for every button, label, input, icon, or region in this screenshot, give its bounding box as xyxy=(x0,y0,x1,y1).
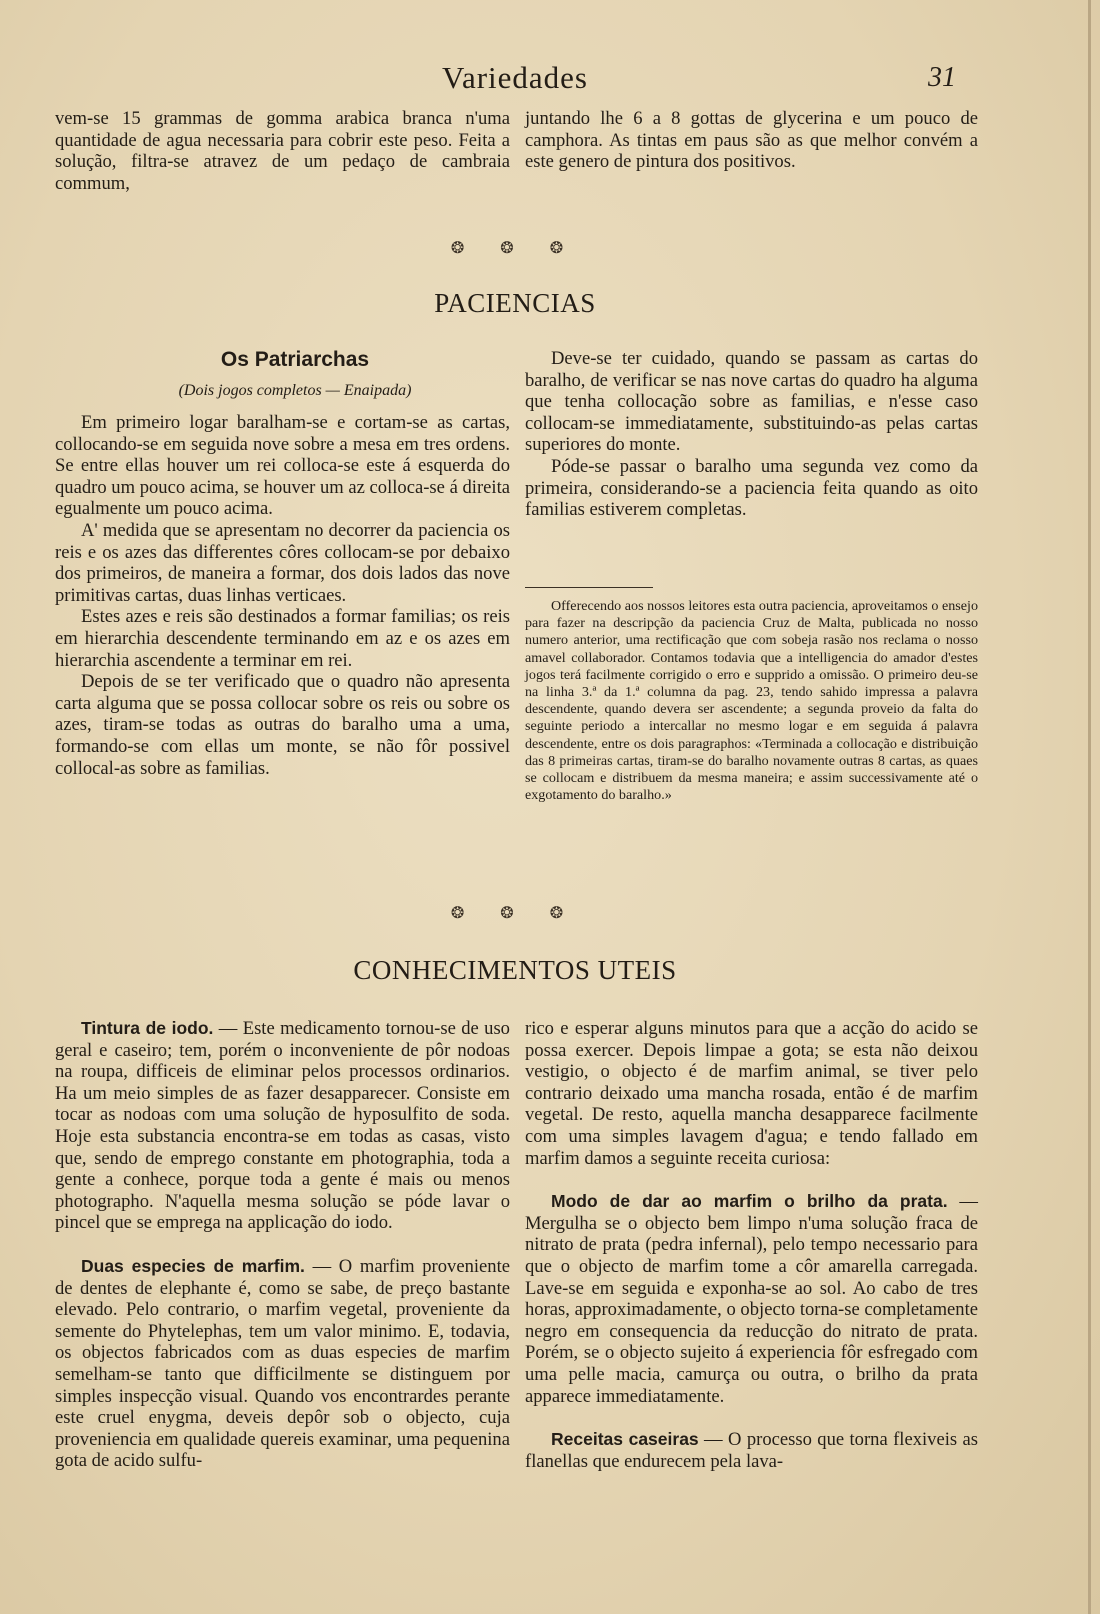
running-header-title: Variedades xyxy=(442,60,588,95)
conhecimentos-left-column xyxy=(55,1018,510,1472)
article-text: — Este medicamento tornou-se de uso geral e caseiro; tem, porém o inconveniente de pôr nodoas na roupa, difficeis de eliminar pelos processos ordinarios. Ha um meio simples de as fazer desapparecer. Consiste em tocar as nodoas com uma solução de hyposulfito de soda. Hoje esta substancia encontra-se em todas as casas, visto que, sendo de emprego constante em photographia, toda a gente a conhece, porque toda a gente é mais ou menos photographo. N'aquella mesma solução se póde lavar o pincel que se emprega na applicação do iodo. xyxy=(55,1018,510,1234)
footnote-text: Offerecendo aos nossos leitores esta outra paciencia, aproveitamos o ensejo para fazer na descripção da paciencia Cruz de Malta, publicada no nosso numero anterior, uma rectificação que com sobeja rasão nos reclama o nosso amavel collaborador. Contamos todavia que a intelligencia do amador d'estes jogos terá facilmente corrigido o erro e supprido a omissão. O primeiro deu-se na linha 3.ª da 1.ª columna da pag. 23, tendo sahido impressa a palavra descendente, quando devera ser ascendente; a segunda proveio da falta do seguinte periodo a intercallar no mesmo logar e em seguida á palavra descendente, entre os dois paragraphos: «Terminada a collocação e distribuição das 8 primeiras cartas, tiram-se do baralho novamente outras 8 cartas, as quaes se collocam e distribuem da mesma maneira; e assim successivamente até o exgotamento do baralho.» xyxy=(525,598,978,804)
top-right-text: juntando lhe 6 a 8 gottas de glycerina e um pouco de camphora. As tintas em paus são as que melhor convém a este genero de pintura dos positivos. xyxy=(525,108,978,173)
paciencias-right-column xyxy=(525,348,978,521)
article-text: — O marfim proveniente de dentes de elephante é, como se sabe, de preço bastante elevado. Pelo contrario, o marfim vegetal, proveniente da semente do Phytelephas, tem um valor minimo. E, todavia, os objectos fabricados com as duas especies de marfim semelham-se tanto que difficilmente se distinguem por simples inspecção visual. Quando vos encontrardes perante este cruel enygma, deveis depôr sob o objecto, cuja proveniencia em qualidade quereis examinar, uma pequenina gota de acido sulfu- xyxy=(55,1255,510,1472)
run-in-heading: Modo de dar ao marfim o brilho da prata. xyxy=(551,1191,948,1212)
article-tintura xyxy=(55,1018,510,1234)
section-title-paciencias: PACIENCIAS xyxy=(434,288,596,318)
paciencias-left-column xyxy=(55,412,510,779)
paragraph: Em primeiro logar baralham-se e cortam-se as cartas, collocando-se em seguida nove sobre a mesa em tres ordens. Se entre ellas houver um rei colloca-se este á esquerda do quadro um pouco acima, se houver um az colloca-se á direita egualmente um pouco acima. xyxy=(55,412,510,520)
section-ornament: ❂ ❂ ❂ xyxy=(450,905,580,922)
section-ornament: ❂ ❂ ❂ xyxy=(450,240,580,257)
article-marfim xyxy=(55,1256,510,1472)
article-text: — Mergulha se o objecto bem limpo n'uma solução fraca de nitrato de prata (pedra infernal), pelo tempo necessario para que o objecto de marfim tome a côr amarella carregada. Lave-se em seguida e exponha-se ao sol. Ao cabo de tres horas, approximadamente, o objecto torna-se completamente negro em consequencia da reducção do nitrato de prata. Porém, se o objecto sujeito á experiencia fôr esfregado com uma pelle macia, camurça ou outra, o brilho da prata apparece immediatamente. xyxy=(525,1191,978,1407)
paragraph: Depois de se ter verificado que o quadro não apresenta carta alguma que se possa collocar sobre os reis ou sobre os azes, tiram-se todas as outras do baralho uma a uma, formando-se com ellas um monte, se não fôr possivel collocal-as sobre as familias. xyxy=(55,671,510,779)
conhecimentos-right-column xyxy=(525,1018,978,1472)
paragraph: Deve-se ter cuidado, quando se passam as cartas do baralho, de verificar se nas nove cartas do quadro ha alguma que tenha collocação sobre as familias, e n'esse caso collocam-se immediatamente, substituindo-as pelas cartas superiores do monte. xyxy=(525,348,978,456)
article-text: — O processo que torna flexiveis as flanellas que endurecem pela lava- xyxy=(525,1429,978,1472)
top-right-column xyxy=(525,108,978,173)
page-edge-rule xyxy=(1088,0,1091,1614)
page-number: 31 xyxy=(928,62,956,93)
paciencia-credit: (Dois jogos completos — Enaipada) xyxy=(178,382,412,399)
section-title-conhecimentos: CONHECIMENTOS UTEIS xyxy=(353,955,677,985)
footnote xyxy=(525,598,978,804)
paragraph: Póde-se passar o baralho uma segunda vez como da primeira, considerando-se a paciencia feita quando as oito familias estiverem completas. xyxy=(525,455,978,521)
top-left-column xyxy=(55,108,510,194)
footnote-rule xyxy=(525,587,653,588)
paragraph: Estes azes e reis são destinados a formar familias; os reis em hierarchia descendente terminando em az e os azes em hierarchia ascendente a terminar em rei. xyxy=(55,606,510,671)
article-marfim-continued: rico e esperar alguns minutos para que a acção do acido se possa exercer. Depois limpae a gota; se esta não deixou vestigio, o objecto é de marfim animal, se tiver pelo contrario deixado uma mancha rosada, então é de marfim vegetal. De resto, aquella mancha desapparece facilmente com uma simples lavagem d'agua; e tendo fallado em marfim damos a seguinte receita curiosa: xyxy=(525,1018,978,1169)
top-left-text: vem-se 15 grammas de gomma arabica branca n'uma quantidade de agua necessaria para cobrir este peso. Feita a solução, filtra-se atravez de um pedaço de cambraia commum, xyxy=(55,108,510,194)
article-receitas xyxy=(525,1429,978,1472)
run-in-heading: Receitas caseiras xyxy=(551,1429,699,1450)
article-brilho xyxy=(525,1191,978,1407)
paciencia-subtitle: Os Patriarchas xyxy=(220,348,370,371)
run-in-heading: Duas especies de marfim. xyxy=(81,1255,305,1276)
run-in-heading: Tintura de iodo. xyxy=(81,1018,214,1038)
paragraph: A' medida que se apresentam no decorrer da paciencia os reis e os azes das differentes côres collocam-se por debaixo dos primeiros, de maneira a formar, dos dois lados das nove primitivas cartas, duas linhas verticaes. xyxy=(55,519,510,606)
